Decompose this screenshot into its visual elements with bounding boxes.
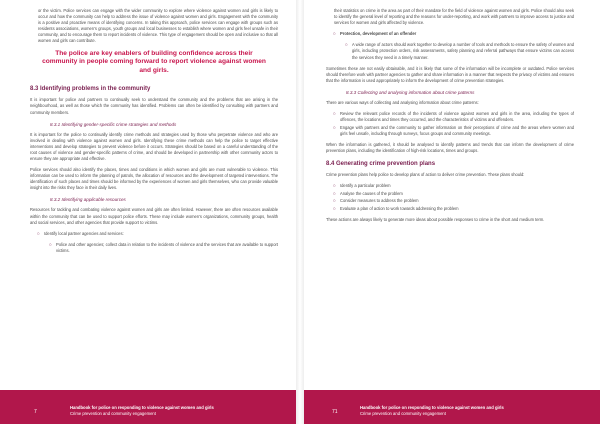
list-item: ○ Police and other agencies; collect data in relation to the incidents of violence and the services that are available to support victims. <box>56 242 278 254</box>
bullet-list <box>326 31 574 37</box>
bullet-list <box>326 111 574 137</box>
section-heading: 8.4 Generating crime prevention plans <box>326 161 436 168</box>
body-paragraph: Police services should also identify the places, times and conditions in which women and girls are most vulnerable to violence. This information can be used to inform the planning of patrols, the allocation of resources and the development of targeted interventions. The identification of such places and times should be informed by the experiences of women and girls themselves, who can provide valuable insight into the risks they face in their daily lives. <box>30 167 278 191</box>
subsection-heading: 8.3.3 Collecting and analysing information about crime patterns <box>346 89 475 95</box>
bullet-list <box>30 231 278 237</box>
intro-paragraph: or the victim. Police services can engage with the wider community to explore where violence against women and girls is likely to occur and how the community can help to address the issue of violence against women and girls. Engagement with the community is a positive and proactive means of identifying concerns. In taking this approach, police services can engage with groups such as residents associations, women’s groups, youth groups and local businesses to establish where women and girls feel unsafe in their community, and to encourage them to report incidents of violence. This type of engagement should be open and inclusive so that all women and girls can contribute. <box>38 8 278 44</box>
footer-title: Handbook for police on responding to violence against women and girls <box>360 405 504 411</box>
list-item: ○ Identify a particular problem <box>340 183 574 189</box>
list-item: ○ Evaluate a plan of action to work towards addressing the problem <box>340 206 574 212</box>
list-item: ○ Identify local partner agencies and services: <box>44 231 278 237</box>
footer-subtitle: Crime prevention and community engagement <box>360 410 446 416</box>
pull-quote: The police are key enablers of building confidence across their community in people coming forward to report violence against women and girls. <box>42 49 266 74</box>
body-paragraph: Crime prevention plans help police to develop plans of action to deliver crime prevention. These plans should: <box>326 172 525 178</box>
intro-paragraph: their statistics on crime in the area as part of their mandate for the field of violence against women and girls. Police should also seek to identify the general level of reporting and the reasons for under-reporting, and work with partners to improve access to justice and services for women and girls affected by violence. <box>334 8 574 26</box>
subsection-heading: 8.3.2 Identifying applicable resources <box>50 197 126 203</box>
list-item: ○ Engage with partners and the community to gather information on their perceptions of crime and the areas where women and girls feel unsafe, including through surveys, focus groups and community meetings. <box>340 125 574 137</box>
body-paragraph: There are various ways of collecting and analysing information about crime patterns: <box>326 99 479 105</box>
bullet-list <box>326 183 574 212</box>
page-number: 7 <box>34 409 37 415</box>
page-gutter <box>296 0 304 424</box>
body-paragraph: It is important for the police to continually identify crime methods and strategies used by those who perpetrate violence and who are involved in dealing with violence against women and girls. Identifying these crime methods can help the police to target effective interventions and develop strategies to prevent violence before it occurs. Strategies should be based on a careful understanding of the root causes of violence and gender-specific patterns of crime, and should be developed in partnership with other community actors to ensure they are appropriate and effective. <box>30 131 278 161</box>
body-paragraph: It is important for police and partners to continually seek to understand the community and the problems that are arising in the neighbourhood, as well as those which the community has identified. Problems can often be identified by consulting with partners and community members. <box>30 97 278 115</box>
list-item: ○ Consider measures to address the problem <box>340 198 574 204</box>
list-item: ○ Analyse the causes of the problem <box>340 191 574 197</box>
section-heading: 8.3 Identifying problems in the community <box>30 86 151 93</box>
list-item: ○ Protection, development of an offender <box>340 31 574 37</box>
footer-text <box>70 405 214 416</box>
sub-bullet-list <box>326 42 574 60</box>
list-item: ○ Review the relevant police records of the incidents of violence against women and girls in the area, including the types of offences, the locations and times they occurred, and the characteristics of victims and offenders. <box>340 111 574 123</box>
right-page-content <box>326 8 574 228</box>
subsection-heading: 8.3.1 Identifying gender-specific crime strategies and methods <box>50 121 177 127</box>
footer-title: Handbook for police on responding to violence against women and girls <box>70 405 214 411</box>
sub-bullet-list <box>30 242 278 254</box>
left-page <box>0 0 288 424</box>
body-paragraph: Sometimes these are not easily obtainable, and it is likely that some of the information will be incomplete or outdated. Police services should therefore work with partner agencies to gather and share information in a manner that respects the privacy of victims and ensures that the information is used appropriately to inform the development of crime prevention strategies. <box>326 65 574 83</box>
footer-text <box>360 405 504 416</box>
list-item: ○ A wide range of actors should work together to develop a number of tools and methods to ensure the safety of women and girls, including protection orders, risk assessments, safety planning and referral pathways that ensure victims can access the services they need in a timely manner. <box>352 42 574 60</box>
body-paragraph: These actions are always likely to generate more ideas about possible responses to crime in the short and medium term. <box>326 217 545 223</box>
left-page-content <box>30 8 278 259</box>
page-number: 71 <box>332 409 338 415</box>
body-paragraph: When the information is gathered, it should be analysed to identify patterns and trends that can inform the development of crime prevention plans, including the identification of high-risk locations, times and groups. <box>326 141 574 153</box>
right-page <box>312 0 600 424</box>
body-paragraph: Resources for tackling and combating violence against women and girls are often limited. However, there are often resources available within the community that can be used to support police efforts. These may include women’s organizations, community groups, health and social services, and other agencies that provide support to victims. <box>30 207 278 225</box>
footer-subtitle: Crime prevention and community engagement <box>70 410 156 416</box>
